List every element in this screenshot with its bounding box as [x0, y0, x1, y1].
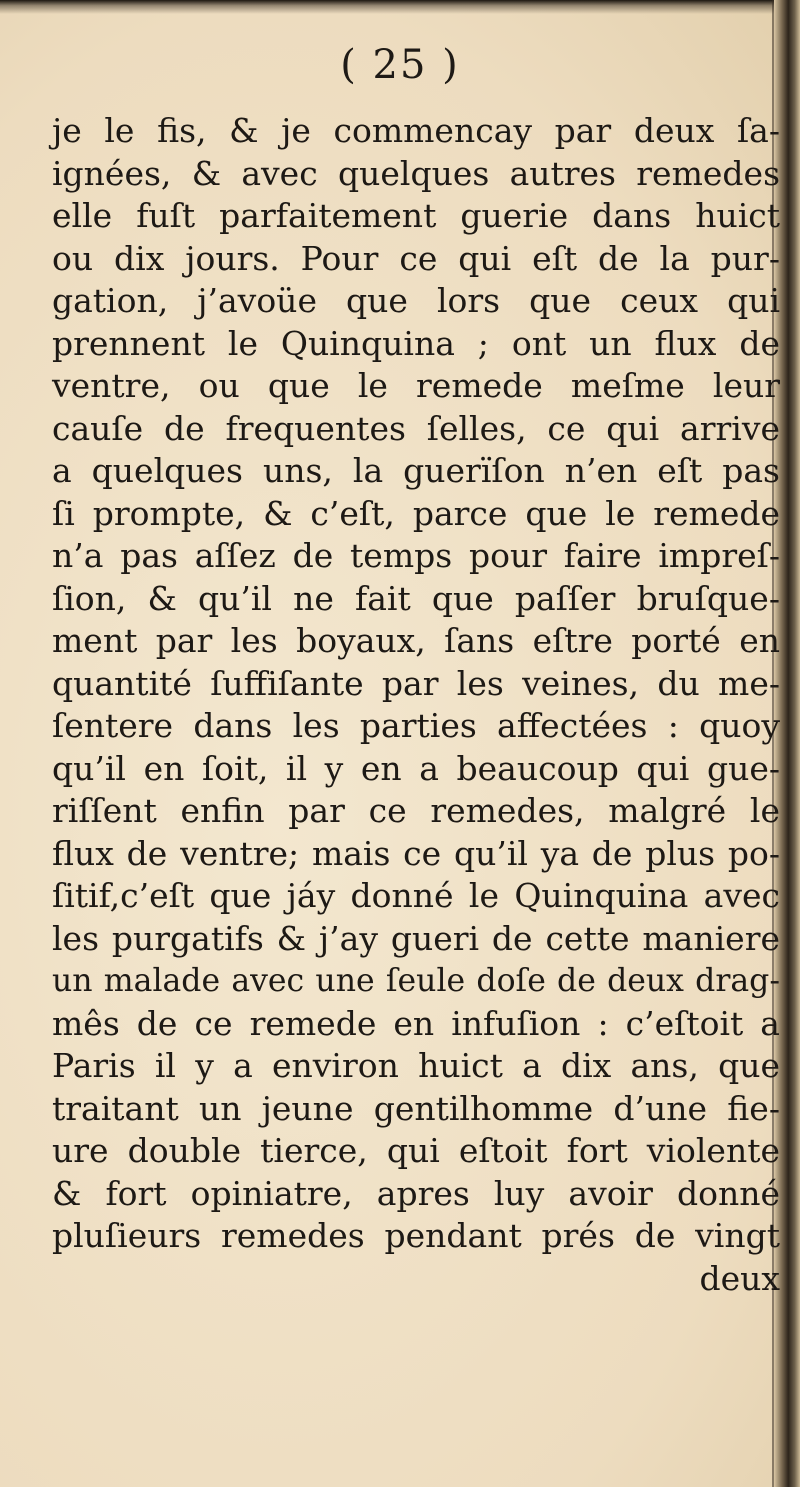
text-line: & fort opiniatre, apres luy avoir donné [52, 1173, 780, 1213]
body-text [52, 110, 780, 1300]
text-line: pluſieurs remedes pendant prés de vingt [52, 1216, 780, 1255]
text-line: ignées, & avec quelques autres remedes [52, 153, 780, 193]
top-edge-shadow [0, 0, 800, 14]
text-line: Paris il y a environ huict a dix ans, que [52, 1046, 780, 1085]
text-line: je le fis, & je commencay par deux ſa- [52, 111, 780, 150]
text-line: cauſe de frequentes ſelles, ce qui arrive [52, 408, 780, 448]
text-line: a quelques uns, la guerïſon n’en eſt pas [52, 451, 780, 490]
text-line: quantité ſuffiſante par les veines, du me- [52, 663, 780, 703]
text-line: gation, j’avoüe que lors que ceux qui [52, 281, 780, 320]
text-line: n’a pas aſſez de temps pour faire impreſ- [52, 536, 780, 575]
catchword: deux [699, 1258, 780, 1298]
text-line: ſion, & qu’il ne fait que paſſer bruſque- [52, 578, 780, 618]
text-line: prennent le Quinquina ; ont un flux de [52, 323, 780, 363]
text-line: ſi prompte, & c’eſt, parce que le remede [52, 493, 780, 533]
text-line: riſſent enfin par ce remedes, malgré le [52, 791, 780, 830]
text-line: un malade avec une ſeule doſe de deux drag- [52, 963, 780, 999]
text-line: ment par les boyaux, ſans eſtre porté en [52, 621, 780, 660]
text-line: elle fuſt parfaitement guerie dans huict [52, 196, 780, 235]
text-line: ventre, ou que le remede meſme leur [52, 366, 780, 405]
text-line: ou dix jours. Pour ce qui eſt de la pur- [52, 238, 780, 278]
text-line: flux de ventre; mais ce qu’il ya de plus po- [52, 833, 780, 873]
text-line: les purgatifs & j’ay gueri de cette maniere [52, 918, 780, 958]
text-line: ure double tierce, qui eſtoit fort violente [52, 1131, 780, 1170]
text-line: ſentere dans les parties affectées : quoy [52, 706, 780, 745]
text-line: mês de ce remede en infuſion : c’eſtoit a [52, 1003, 780, 1043]
text-line: traitant un jeune gentilhomme d’une fie- [52, 1088, 780, 1128]
text-line: ſitif,c’eſt que jáy donné le Quinquina avec [52, 876, 780, 915]
page-number: ( 25 ) [340, 42, 460, 88]
text-line: qu’il en ſoit, il y en a beaucoup qui gue- [52, 748, 780, 788]
